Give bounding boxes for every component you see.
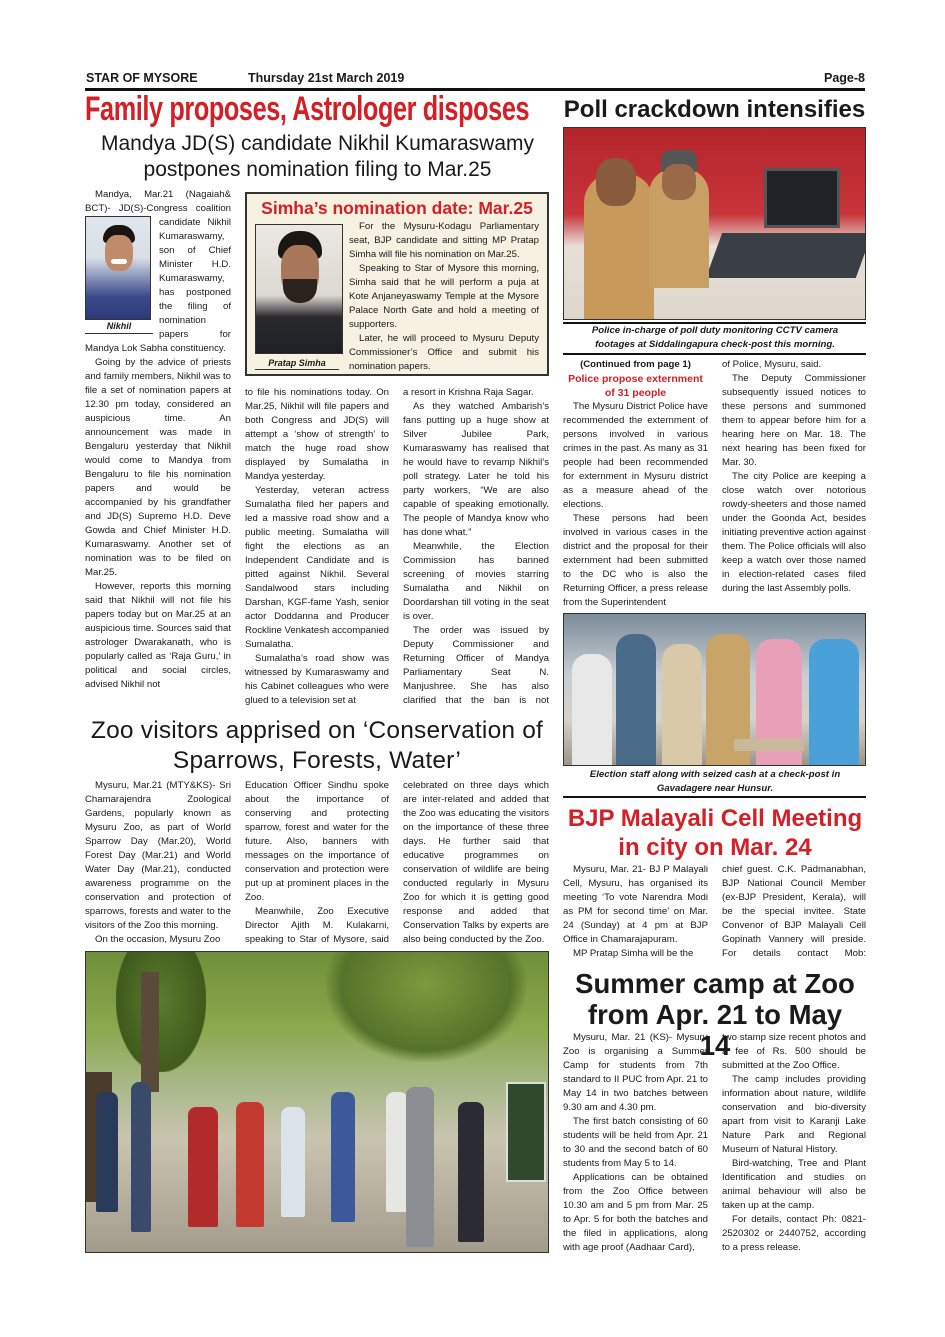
paragraph: For details, contact Ph: 0821-2520302 or 2440752, according to a press release. xyxy=(722,1214,866,1253)
paragraph: Sumalatha’s road show was witnessed by Kumaraswamy and his Cabinet colleagues who were glued to a television set at xyxy=(245,653,389,706)
paragraph: celebrated on three days which are inter-related and added that the Zoo was educating the visitors on the importance of these three days. He further said that educative programmes on conservation of wildlife are being conducted regularly in Mysuru Zoo for which it is getting good response and added that Conservation Talks by experts are also being conducted by the Zoo. xyxy=(403,780,549,945)
paragraph: On the occasion, Mysuru Zoo xyxy=(95,934,221,945)
paragraph: to file his nominations today. On Mar.25, Nikhil will file papers and both Congress and JD(S) will attempt a ‘show of strength’ to match the huge road show displayed by Sumalatha in Mandya yesterday. xyxy=(245,387,389,482)
subhead-mandya: Mandya JD(S) candidate Nikhil Kumaraswamy postpones nomination filing to Mar.25 xyxy=(101,132,534,181)
paragraph: The first batch consisting of 60 students will be held from Apr. 21 to 30 and the second batch of 60 students from May 5 to 14. xyxy=(563,1116,708,1169)
cctv-monitoring-photo xyxy=(563,127,866,320)
bjp-col-a xyxy=(563,863,708,963)
simha-box xyxy=(245,192,549,376)
issue-date: Thursday 21st March 2019 xyxy=(248,71,405,85)
paragraph: For the Mysuru-Kodagu Parliamentary seat, BJP candidate and sitting MP Pratap Simha will file his nomination on Mar.25. xyxy=(349,221,539,260)
nikhil-col-1 xyxy=(85,188,231,710)
paragraph: Meanwhile, Zoo Executive Director Ajith M. Kulakarni, speaking to Star of Mysore, said xyxy=(245,906,389,945)
paragraph: chief guest. C.K. Padmanabhan, BJP National Council Member (ex-BJP President, Kerala), will be the special invitee. State Convenor of BJP Malayali Cell Gopinath Vannery will preside. For details contact Mob: xyxy=(722,864,866,959)
zoo-col-3 xyxy=(403,779,549,949)
seized-cash-photo xyxy=(563,613,866,766)
paragraph: a resort in Krishna Raja Sagar. xyxy=(403,387,534,398)
simha-photo xyxy=(255,224,343,354)
paragraph: Bird-watching, Tree and Plant Identification and studies on animal behaviour will also be taken up at the camp. xyxy=(722,1158,866,1211)
paragraph: These persons had been involved in various cases in the district and the proposal for their externment had been submitted to the DC who is also the Returning Officer, a press release from the Superintendent xyxy=(563,513,708,608)
paper-name: STAR OF MYSORE xyxy=(86,71,198,85)
paragraph: Mysuru, Mar. 21 (KS)- Mysuru Zoo is organising a Summer Camp for students from 7th standard to II PUC from Apr. 21 to May 14 in two batches between 9.30 am and 4.30 pm. xyxy=(563,1032,708,1113)
cctv-photo-caption: Police in-charge of poll duty monitoring CCTV camera footages at Siddalingapura check-post this morning. xyxy=(591,325,839,350)
seized-cash-caption: Election staff along with seized cash at a check-post in Gavadagere near Hunsur. xyxy=(589,769,841,794)
paragraph: The city Police are keeping a close watch over notorious rowdy-sheeters and those named under the Goonda Act, besides initiating preventive action against them. The Police officials will also keep a watch over those named in election-related cases filed during the last Assembly polls. xyxy=(722,471,866,594)
paragraph: Education Officer Sindhu spoke about the importance of conserving and protecting sparrow, forest and water for the future. Also, banners with messages on the importance of conservation and protection were put up at prominent places in the Zoo. xyxy=(245,780,389,903)
simha-headline: Simha’s nomination date: Mar.25 xyxy=(261,198,533,218)
paragraph: The Deputy Commissioner subsequently issued notices to these persons and summoned them to appear before him for a hearing here on Mar. 18. The next hearing has been fixed for Mar. 30. xyxy=(722,373,866,468)
paragraph: The order was issued by Deputy Commissioner and Returning Officer of Mandya Parliamentary Seat N. Manjushree. She has also clarified that the ban is not xyxy=(403,625,549,706)
simha-body xyxy=(349,220,539,374)
paragraph: Applications can be obtained from the Zoo Office between 10.30 am and 5 pm from Mar. 25 to Apr. 5 for both the batches and the filed in applications, along with age proof (Aadhaar Card), xyxy=(563,1172,708,1253)
paragraph: Yesterday, veteran actress Sumalatha filed her papers and led a massive road show and a public meeting. Sumalatha will fight the elections as an Independent Candidate and is pitted against Nikhil. Several Sandalwood stars including Darshan, KGF-fame Yash, senior actor Doddanna and Producer Rockline Venkatesh accompanied Sumalatha. xyxy=(245,485,389,650)
nikhil-photo xyxy=(85,216,153,334)
bjp-headline: BJP Malayali Cell Meeting in city on Mar. 24 xyxy=(567,805,863,861)
paragraph: Going by the advice of priests and family members, Nikhil was to file a set of nomination papers at 12.30 pm today, considered an auspicious time. An announcement was made in Bengaluru yesterday that Nikhil would come to Mandya from Bengaluru to file his nomination papers and would be accompanied by his grandfather and JD(S) Supremo H.D. Deve Gowda and Chief Minister H.D. Kumaraswamy. Another set of nomination was to be filed on Mar.25. xyxy=(85,357,231,578)
paragraph: The camp includes providing information about nature, wildlife conservation and bio-diversity apart from visit to Karanji Lake Nature Park and Regional Museum of Natural History. xyxy=(722,1074,866,1155)
simha-photo-caption: Pratap Simha xyxy=(255,357,339,370)
paragraph: Mysuru, Mar. 21- BJ P Malayali Cell, Mysuru, has organised its meeting ‘To vote Narendra Modi as PM for second time’ on Mar. 24 (Sunday) at 4 pm at BJP Office in Chamarajapuram. xyxy=(563,864,708,945)
paragraph: As they watched Ambarish’s fans putting up a huge show at Silver Jubilee Park, Kumaraswamy has realised that he would have to revamp Nikhil’s poll strategy. Later he told his party workers, “We are also capable of speaking emotionally. The people of Mandya know who has done what.” xyxy=(403,401,549,538)
paragraph: two stamp size recent photos and a fee of Rs. 500 should be submitted at the Zoo Office. xyxy=(722,1032,866,1071)
poll-headline: Poll crackdown intensifies xyxy=(563,96,866,123)
paragraph: MP Pratap Simha will be the xyxy=(573,948,694,959)
zoo-col-2 xyxy=(245,779,389,949)
paragraph: However, reports this morning said that Nikhil will not file his papers today but on Mar.25 at an auspicious time. Sources said that astrologer Dwarakanath, who is popularly called as ‘Raja Guru,’ in political and social circles, advised Nikhil not xyxy=(85,581,231,690)
police-externment-subhead: Police propose externment of 31 people xyxy=(568,373,703,399)
paragraph: Speaking to Star of Mysore this morning, Simha said that he will perform a puja at Kote Anjaneyaswamy Temple at the Mysore Palace North Gate and hold a meeting of supporters. xyxy=(349,263,539,330)
paragraph: of Police, Mysuru, said. xyxy=(722,359,822,370)
nikhil-col-2 xyxy=(245,386,389,710)
paragraph: Mandya, Mar.21 (Nagaiah& BCT)- JD(S)-Congress coalition candidate Nikhil Kumaraswamy, son of Chief Minister H.D. Kumaraswamy, has postponed the filing of nomination papers for Mandya Lok Sabha constituency. xyxy=(85,189,231,354)
zoo-visitors-photo xyxy=(85,951,549,1253)
continued-label: (Continued from page 1) xyxy=(580,359,691,370)
nikhil-col-3 xyxy=(403,386,549,710)
poll-col-a xyxy=(563,358,708,612)
zoo-col-1 xyxy=(85,779,231,949)
paragraph: Later, he will proceed to Mysuru Deputy Commissioner’s Office and submit his nomination papers. xyxy=(349,333,539,372)
page-number: Page-8 xyxy=(824,71,865,85)
zoo-headline: Zoo visitors apprised on ‘Conservation of Sparrows, Forests, Water’ xyxy=(90,717,544,774)
headline-family-proposes: Family proposes, Astrologer disposes xyxy=(85,90,530,128)
paragraph: Meanwhile, the Election Commission has banned screening of movies starring Sumalatha and Nikhil on Doordarshan till voting in the seat is over. xyxy=(403,541,549,622)
paragraph: The Mysuru District Police have recommended the externment of persons involved in various crimes in the past. As many as 31 people had been recommended for externment in Mysuru district as a measure ahead of the elections. xyxy=(563,401,708,510)
camp-col-b xyxy=(722,1031,866,1259)
camp-col-a xyxy=(563,1031,708,1259)
nikhil-photo-caption: Nikhil xyxy=(85,320,153,334)
poll-col-b xyxy=(722,358,866,612)
camp-headline: Summer camp at Zoo from Apr. 21 to May 14 xyxy=(575,968,855,1061)
paragraph: Mysuru, Mar.21 (MTY&KS)- Sri Chamarajendra Zoological Gardens, popularly known as Mysuru Zoo, as part of World Sparrow Day (Mar.20), World Forest Day (Mar.21) and World Water Day (Mar.21), conducted awareness programme on the conservation and protection of sparrows, forests and water to the visitors of the Zoo this morning. xyxy=(85,780,231,931)
bjp-col-b xyxy=(722,863,866,963)
